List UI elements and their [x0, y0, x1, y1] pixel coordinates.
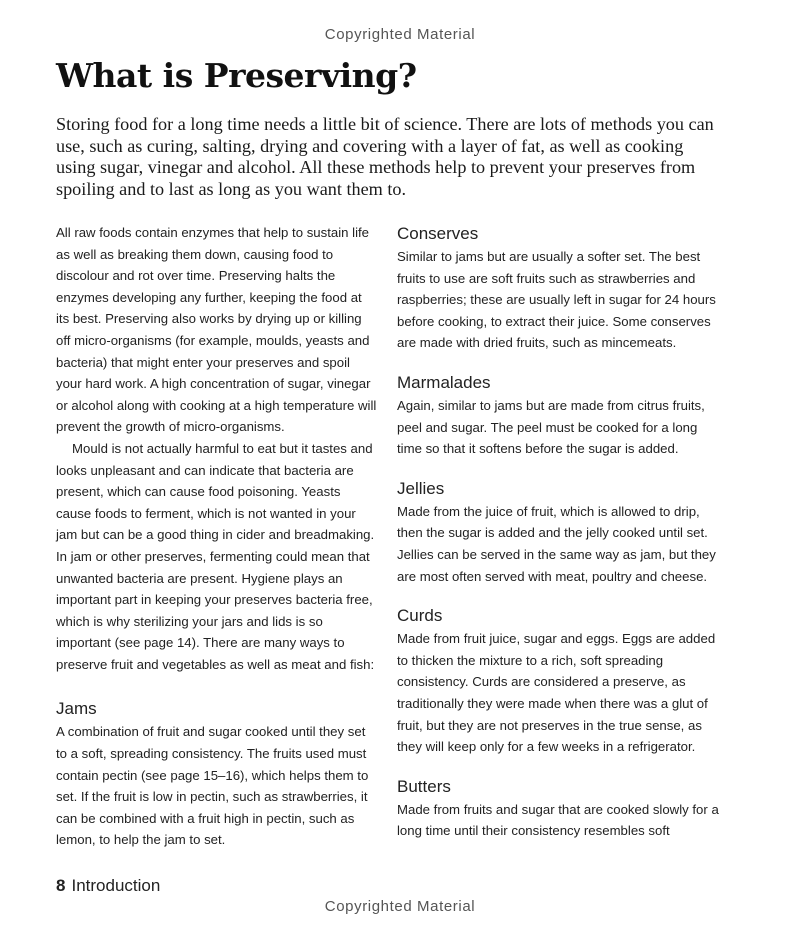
right-column: [397, 222, 719, 842]
page-footer: [56, 876, 160, 896]
page-number: 8: [56, 876, 66, 895]
section-heading-jams: Jams: [56, 699, 97, 719]
watermark-bottom: Copyrighted Material: [324, 898, 476, 915]
section-butters: [397, 775, 719, 842]
section-text-marmalades: Again, similar to jams but are made from citrus fruits, peel and sugar. The peel must be cooked for a long time so that it softens before the sugar is added.: [397, 397, 705, 457]
section-text-jams: A combination of fruit and sugar cooked until they set to a soft, spreading consistency. The fruits used must contain pectin (see page 15–16), which helps them to set. If the fruit is low in pectin, such as strawberries, it can be combined with a fruit high in pectin, such as lemon, to help the jam to set.: [56, 724, 369, 848]
body-paragraph-2: Mould is not actually harmful to eat but it tastes and looks unpleasant and can indicate that bacteria are present, which can cause food poisoning. Yeasts cause foods to ferment, which is not wanted in your jam but can be a good thing in cider and breadmaking. In jam or other preserves, fermenting could mean that unwanted bacteria are present. Hygiene plays an important part in keeping your preserves bacteria free, which is why sterilizing your jars and lids is so important (see page 14). There are many ways to preserve fruit and vegetables as well as meat and fish:: [56, 440, 375, 672]
section-text-curds: Made from fruit juice, sugar and eggs. Eggs are added to thicken the mixture to a rich, soft spreading consistency. Curds are considered a preserve, as traditionally they were made when there was a glut of fruit, but they are not preserves in the true sense, as they will keep only for a few weeks in a refrigerator.: [397, 631, 716, 755]
section-marmalades: [397, 371, 719, 460]
section-heading-curds: Curds: [397, 606, 443, 626]
body-paragraph-1: All raw foods contain enzymes that help to sustain life as well as breaking them down, causing food to discolour and rot over time. Preserving halts the enzymes developing any further, keeping the food at its best. Preserving also works by drying up or killing off micro-organisms (for example, moulds, yeasts and bacteria) that might enter your preserves and spoil your hard work. A high concentration of sugar, vinegar or alcohol along with cooking at a high temperature will prevent the growth of micro-organisms.: [56, 225, 377, 435]
section-conserves: [397, 222, 719, 354]
section-text-butters: Made from fruits and sugar that are cooked slowly for a long time until their consistency resembles soft: [397, 801, 719, 839]
page-title: What is Preserving?: [56, 56, 417, 95]
watermark-top: Copyrighted Material: [324, 26, 476, 43]
section-heading-marmalades: Marmalades: [397, 372, 491, 392]
section-curds: [397, 604, 719, 758]
section-text-jellies: Made from the juice of fruit, which is allowed to drip, then the sugar is added and the jelly cooked until set. Jellies can be served in the same way as jam, but they are most often served with meat, poultry and cheese.: [397, 503, 716, 584]
section-heading-jellies: Jellies: [397, 478, 445, 498]
section-text-conserves: Similar to jams but are usually a softer set. The best fruits to use are soft fruits such as strawberries and raspberries; these are usually left in sugar for 24 hours before cooking, to extract their juice. Some conserves are made with dried fruits, such as mincemeats.: [397, 249, 716, 351]
intro-paragraph: Storing food for a long time needs a little bit of science. There are lots of methods you can use, such as curing, salting, drying and covering with a layer of fat, as well as cooking using sugar, vinegar and alcohol. All these methods help to prevent your preserves from spoiling and to last as long as you want them to.: [56, 114, 714, 199]
chapter-name: Introduction: [71, 876, 161, 895]
section-heading-butters: Butters: [397, 776, 451, 796]
left-column: [56, 222, 378, 851]
section-jellies: [397, 477, 719, 587]
section-heading-conserves: Conserves: [397, 224, 479, 243]
